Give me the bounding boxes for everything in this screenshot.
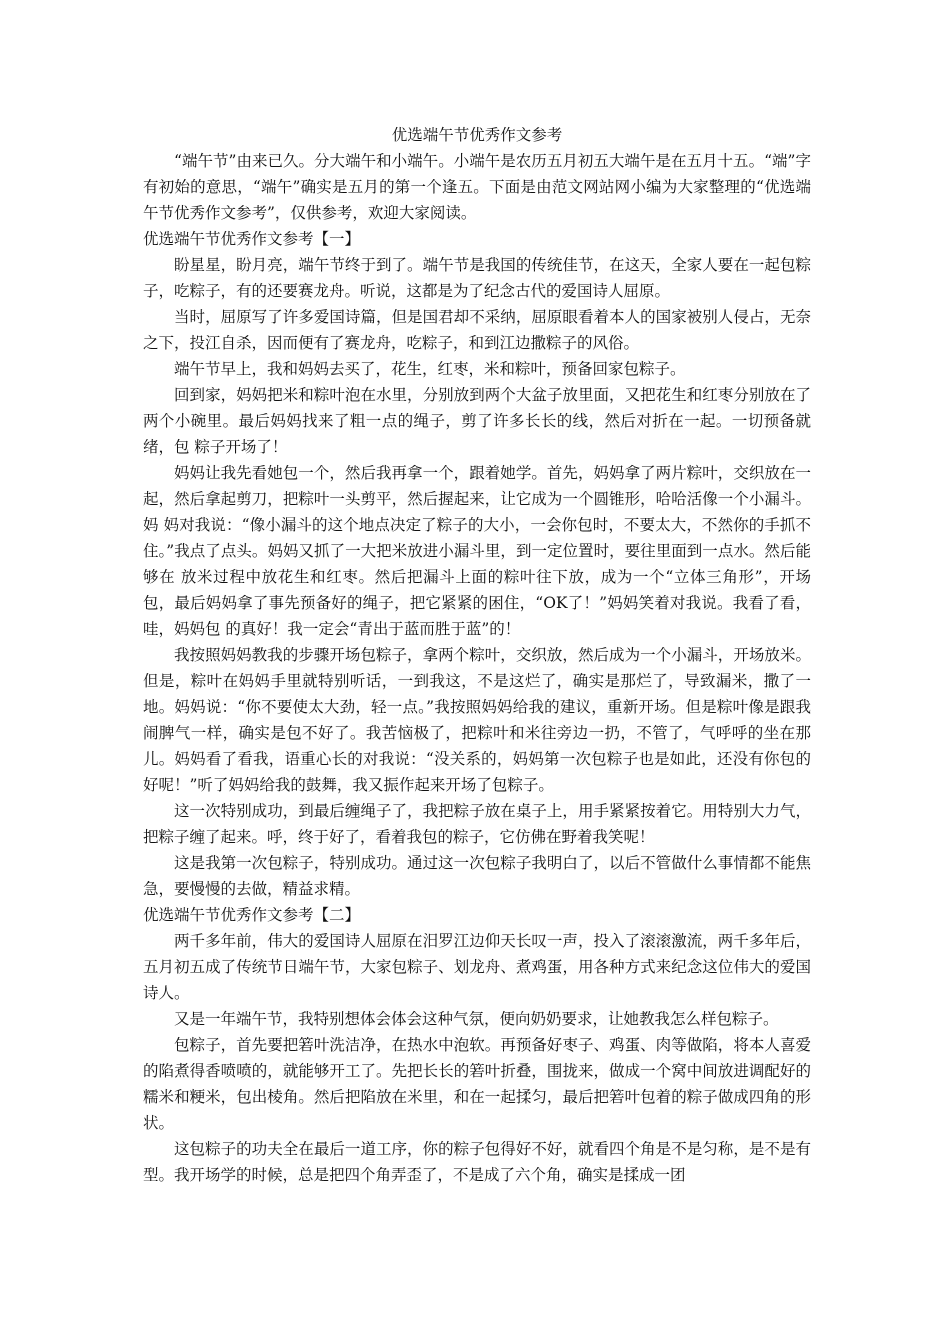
body-paragraph: 我按照妈妈教我的步骤开场包粽子，拿两个粽叶，交织放，然后成为一个小漏斗，开场放米。但是，粽叶在妈妈手里就特别听话，一到我这，不是这烂了，确实是那烂了，导致漏米，撒了一地。妈妈说：“你不要使太大劲，轻一点。”我按照妈妈给我的建议，重新开场。但是粽叶像是跟我闹脾气一样，确实是包不好了。我苦恼极了，把粽叶和米往旁边一扔，不管了，气呼呼的坐在那儿。妈妈看了看我，语重心长的对我说：“没关系的，妈妈第一次包粽子也是如此，还没有你包的好呢！”听了妈妈给我的鼓舞，我又振作起来开场了包粽子。 — [143, 646, 811, 794]
section-two — [143, 902, 811, 1188]
body-paragraph: 盼星星，盼月亮，端午节终于到了。端午节是我国的传统佳节，在这天，全家人要在一起包粽子，吃粽子，有的还要赛龙舟。听说，这都是为了纪念古代的爱国诗人屈原。 — [143, 256, 811, 300]
body-paragraph: 这是我第一次包粽子，特别成功。通过这一次包粽子我明白了，以后不管做什么事情都不能焦急，要慢慢的去做，精益求精。 — [143, 854, 811, 898]
intro-paragraph: “端午节”由来已久。分大端午和小端午。小端午是农历五月初五大端午是在五月十五。“端”字有初始的意思，“端午”确实是五月的第一个逢五。下面是由范文网站网小编为大家整理的“优选端午节优秀作文参考”，仅供参考，欢迎大家阅读。 — [143, 152, 811, 222]
body-paragraph: 妈妈让我先看她包一个，然后我再拿一个，跟着她学。首先，妈妈拿了两片粽叶，交织放在一起，然后拿起剪刀，把粽叶一头剪平，然后握起来，让它成为一个圆锥形，哈哈活像一个小漏斗。妈 妈对我说：“像小漏斗的这个地点决定了粽子的大小，一会你包时，不要太大，不然你的手抓不住。”我点了点头。妈妈又抓了一大把米放进小漏斗里，到一定位置时，要往里面到一点水。然后能够在 放米过程中放花生和红枣。然后把漏斗上面的粽叶往下放，成为一个“立体三角形”，开场包，最后妈妈拿了事先预备好的绳子，把它紧紧的困住，“OK了！”妈妈笑着对我说。我看了看，哇，妈妈包 的真好！我一定会“青出于蓝而胜于蓝”的！ — [143, 464, 811, 638]
body-paragraph: 又是一年端午节，我特别想体会体会这种气氛，便向奶奶要求，让她教我怎么样包粽子。 — [174, 1010, 779, 1028]
section-one — [143, 226, 811, 902]
section-heading: 优选端午节优秀作文参考【二】 — [143, 906, 361, 924]
document-title: 优选端午节优秀作文参考 — [391, 126, 563, 144]
body-paragraph: 这一次特别成功，到最后缠绳子了，我把粽子放在桌子上，用手紧紧按着它。用特别大力气，把粽子缠了起来。呼，终于好了，看着我包的粽子，它仿佛在野着我笑呢！ — [143, 802, 811, 846]
document-page — [143, 122, 811, 1188]
body-paragraph: 这包粽子的功夫全在最后一道工序，你的粽子包得好不好，就看四个角是不是匀称，是不是有型。我开场学的时候，总是把四个角弄歪了，不是成了六个角，确实是揉成一团 — [143, 1140, 811, 1184]
section-heading: 优选端午节优秀作文参考【一】 — [143, 230, 361, 248]
body-paragraph: 两千多年前，伟大的爱国诗人屈原在汨罗江边仰天长叹一声，投入了滚滚激流，两千多年后，五月初五成了传统节日端午节，大家包粽子、划龙舟、煮鸡蛋，用各种方式来纪念这位伟大的爱国诗人。 — [143, 932, 811, 1002]
body-paragraph: 当时，屈原写了许多爱国诗篇，但是国君却不采纳，屈原眼看着本人的国家被别人侵占，无奈之下，投江自杀，因而便有了赛龙舟，吃粽子，和到江边撒粽子的风俗。 — [143, 308, 811, 352]
body-paragraph: 端午节早上，我和妈妈去买了，花生，红枣，米和粽叶，预备回家包粽子。 — [174, 360, 686, 378]
body-paragraph: 回到家，妈妈把米和粽叶泡在水里，分别放到两个大盆子放里面，又把花生和红枣分别放在了两个小碗里。最后妈妈找来了粗一点的绳子，剪了许多长长的线，然后对折在一起。一切预备就绪，包 粽子开场了！ — [143, 386, 811, 456]
body-paragraph: 包粽子，首先要把箬叶洗洁净，在热水中泡软。再预备好枣子、鸡蛋、肉等做陷，将本人喜爱的陷煮得香喷喷的，就能够开工了。先把长长的箬叶折叠，围拢来，做成一个窝中间放进调配好的糯米和粳米，包出棱角。然后把陷放在米里，和在一起揉匀，最后把箬叶包着的粽子做成四角的形状。 — [143, 1036, 811, 1132]
